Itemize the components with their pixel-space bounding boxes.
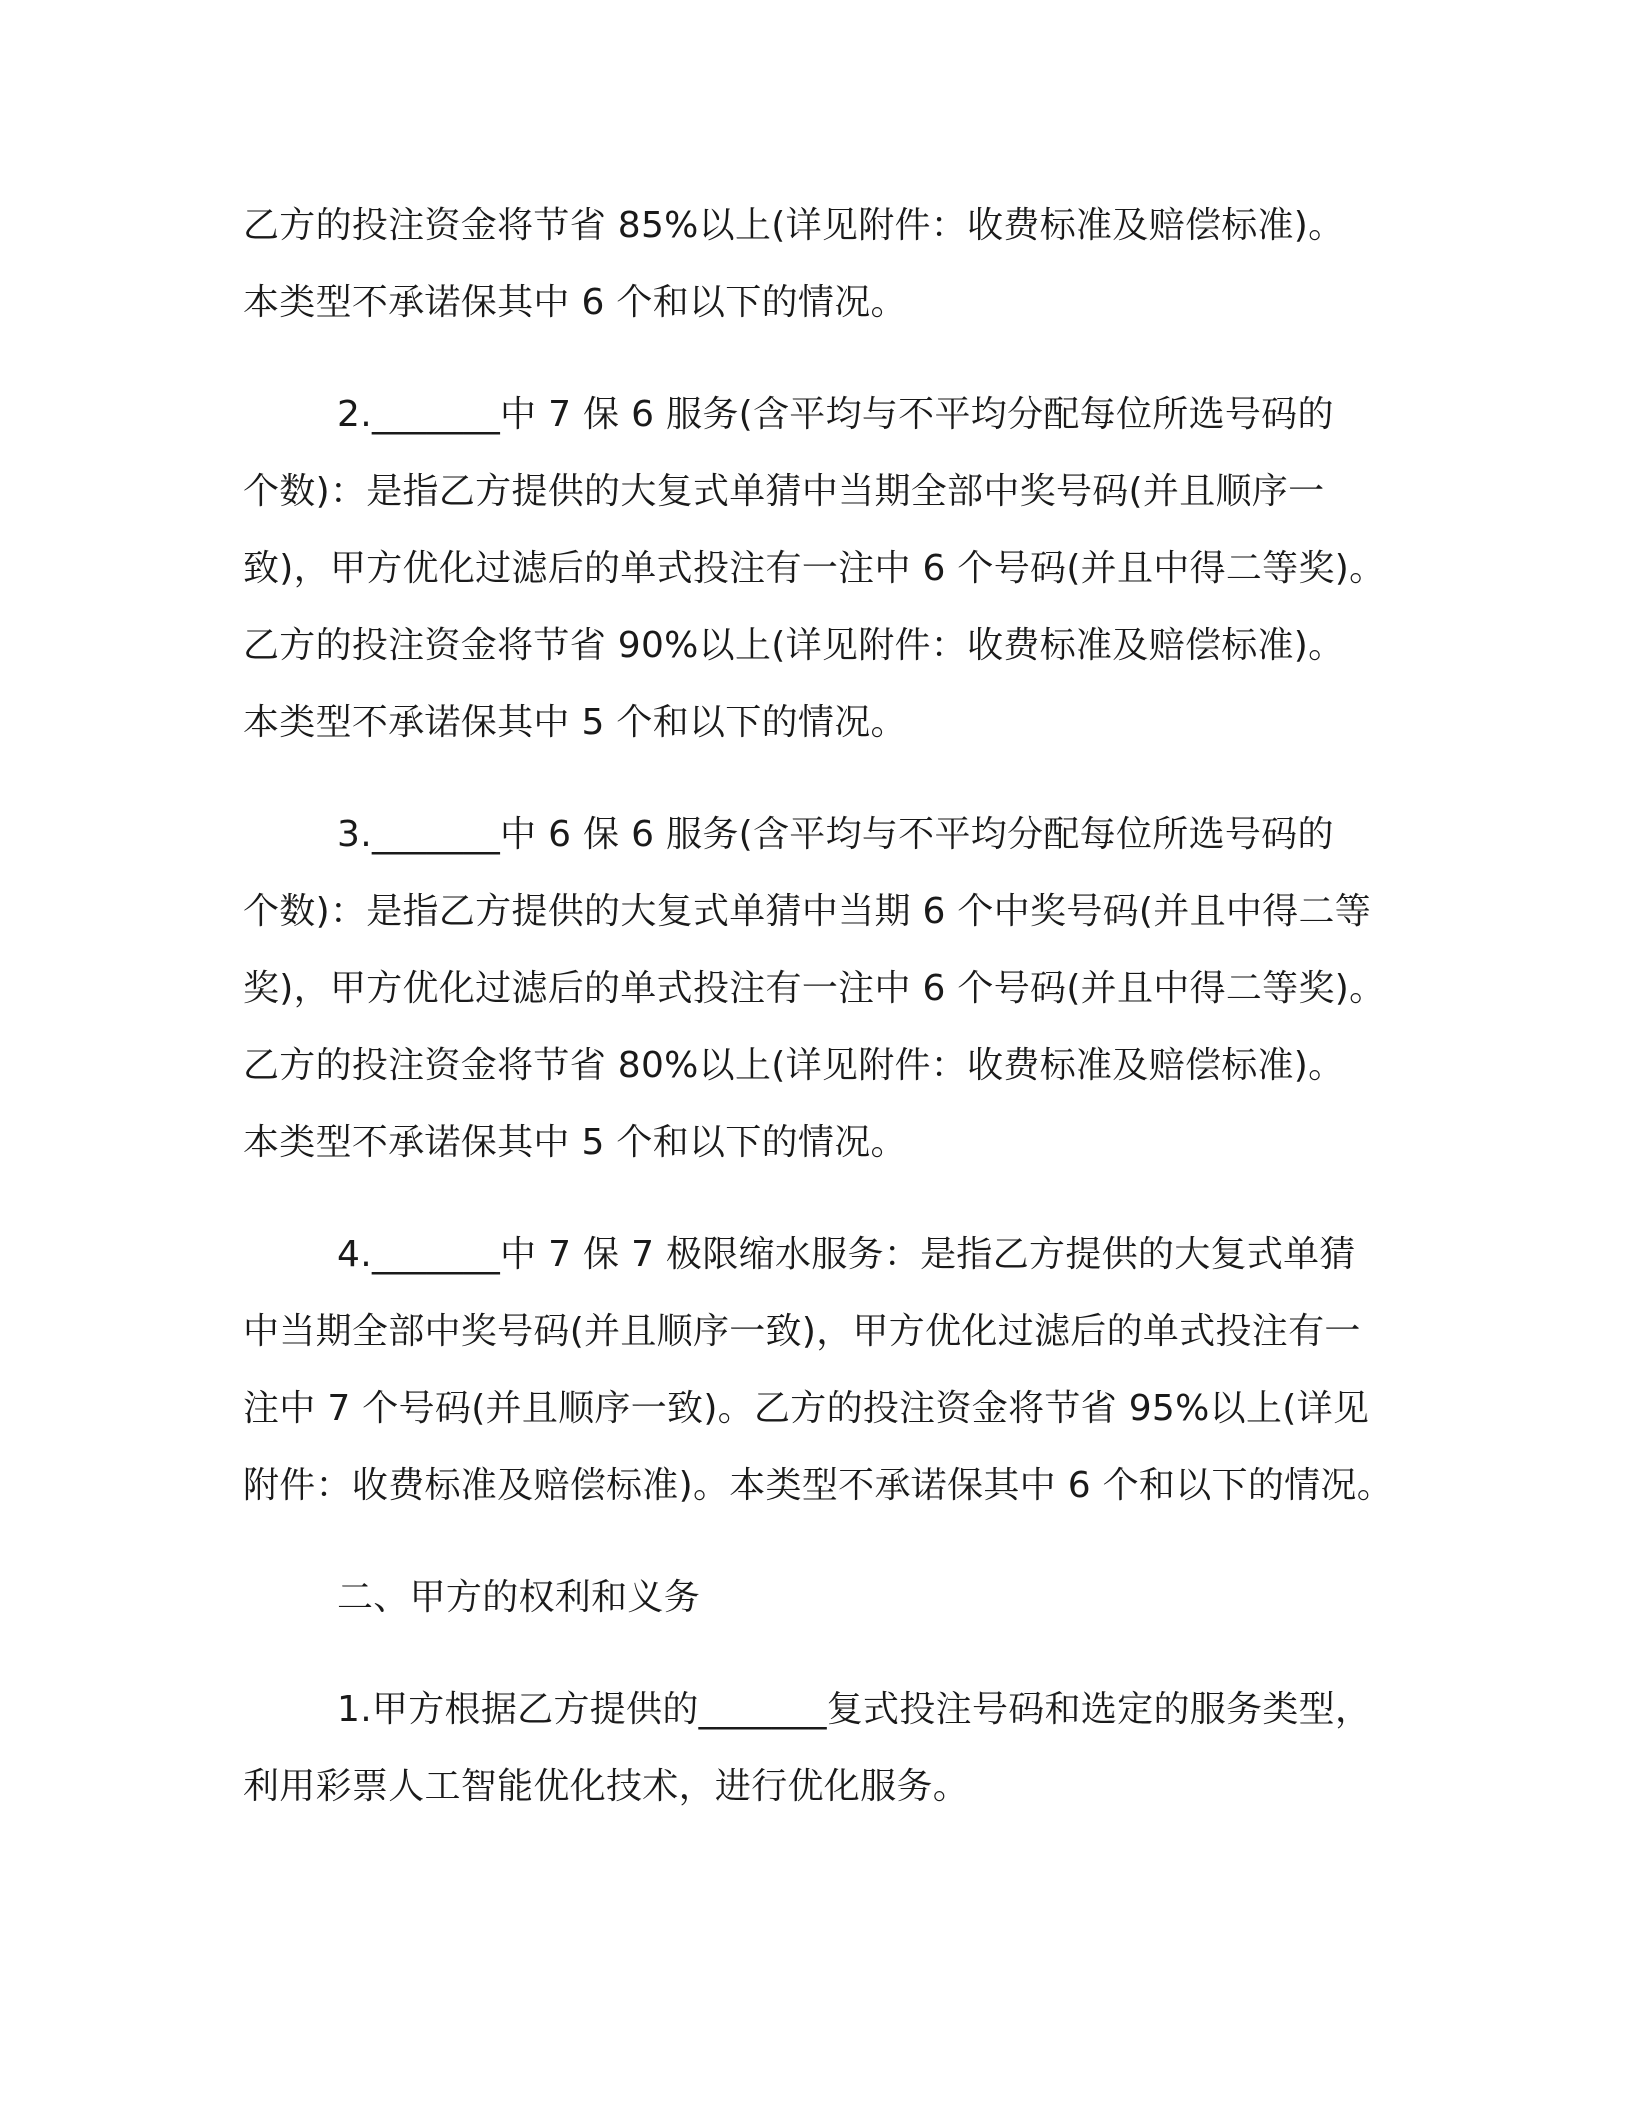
text-line: 乙方的投注资金将节省 90%以上(详见附件：收费标准及赔偿标准)。 <box>243 625 1345 666</box>
text-line: 乙方的投注资金将节省 80%以上(详见附件：收费标准及赔偿标准)。 <box>243 1045 1345 1086</box>
text-line: 本类型不承诺保其中 5 个和以下的情况。 <box>243 702 907 743</box>
text-line: 奖)，甲方优化过滤后的单式投注有一注中 6 个号码(并且中得二等奖)。 <box>243 968 1386 1009</box>
text-line: 个数)：是指乙方提供的大复式单猜中当期 6 个中奖号码(并且中得二等 <box>243 891 1372 932</box>
text-line: 乙方的投注资金将节省 85%以上(详见附件：收费标准及赔偿标准)。 <box>243 205 1345 246</box>
paragraph-section-2-item-1 <box>243 1671 1403 1825</box>
paragraph-item-2 <box>243 376 1403 761</box>
text-line: 附件：收费标准及赔偿标准)。本类型不承诺保其中 6 个和以下的情况。 <box>243 1465 1394 1506</box>
text-line: 3._______中 6 保 6 服务(含平均与不平均分配每位所选号码的 <box>337 814 1334 855</box>
text-line: 本类型不承诺保其中 5 个和以下的情况。 <box>243 1122 907 1163</box>
text-line: 注中 7 个号码(并且顺序一致)。乙方的投注资金将节省 95%以上(详见 <box>243 1388 1370 1429</box>
text-line: 个数)：是指乙方提供的大复式单猜中当期全部中奖号码(并且顺序一 <box>243 471 1325 512</box>
text-line: 利用彩票人工智能优化技术，进行优化服务。 <box>243 1766 970 1807</box>
text-line: 2._______中 7 保 6 服务(含平均与不平均分配每位所选号码的 <box>337 394 1334 435</box>
paragraph-item-3 <box>243 796 1403 1181</box>
text-line: 4._______中 7 保 7 极限缩水服务：是指乙方提供的大复式单猜 <box>337 1234 1356 1275</box>
text-line: 1.甲方根据乙方提供的_______复式投注号码和选定的服务类型， <box>337 1689 1372 1730</box>
section-title: 二、甲方的权利和义务 <box>337 1577 701 1618</box>
paragraph-1-tail <box>243 187 1403 341</box>
text-line: 致)，甲方优化过滤后的单式投注有一注中 6 个号码(并且中得二等奖)。 <box>243 548 1386 589</box>
text-line: 本类型不承诺保其中 6 个和以下的情况。 <box>243 282 907 323</box>
paragraph-item-4 <box>243 1216 1403 1524</box>
document-body <box>243 187 1403 1825</box>
text-line: 中当期全部中奖号码(并且顺序一致)，甲方优化过滤后的单式投注有一 <box>243 1311 1361 1352</box>
section-heading <box>243 1559 1403 1636</box>
